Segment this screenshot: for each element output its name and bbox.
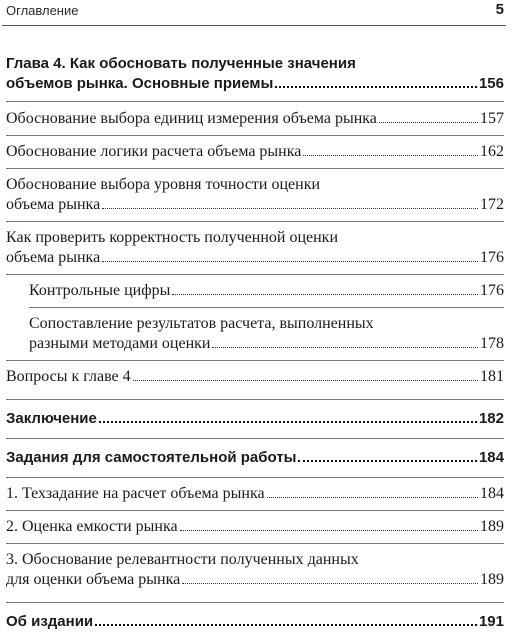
toc-entry-page: 181 [480, 368, 504, 385]
section-divider [6, 360, 504, 361]
toc-chapter-4-title-line2: объемов рынка. Основные приемы [6, 75, 274, 92]
toc-about-title: Об издании [6, 613, 94, 630]
toc-conclusion[interactable] [6, 409, 504, 429]
toc-entry-title: Вопросы к главе 4 [6, 368, 131, 385]
running-header-title: Оглавление [6, 3, 79, 18]
toc-entry-page: 157 [480, 110, 504, 127]
toc-tasks[interactable] [6, 448, 504, 468]
toc-subentry-control-figures[interactable] [6, 281, 504, 301]
section-divider [6, 543, 504, 544]
toc-tasks-page: 184 [478, 449, 504, 466]
toc-entry-page: 176 [480, 282, 504, 299]
toc-task-2[interactable] [6, 517, 504, 537]
toc-entry-page: 189 [480, 518, 504, 535]
toc-entry-title-line2: разными методами оценки [29, 335, 211, 352]
section-divider [29, 307, 504, 308]
toc-entry-title: Обоснование выбора единиц измерения объема рынка [6, 110, 377, 127]
toc-entry-correctness-check[interactable] [6, 228, 504, 268]
table-of-contents [6, 54, 504, 632]
toc-entry-page: 176 [480, 249, 504, 266]
section-divider [6, 438, 504, 439]
dot-leader [182, 583, 478, 584]
toc-entry-title-line1: Как проверить корректность полученной оценки [6, 229, 339, 246]
section-divider [6, 168, 504, 169]
toc-entry-page: 162 [480, 143, 504, 160]
running-header [2, 0, 506, 26]
dot-leader [102, 261, 478, 262]
toc-entry-accuracy-level[interactable] [6, 175, 504, 215]
dot-leader [379, 122, 478, 123]
dot-leader [133, 380, 478, 381]
dot-leader [102, 208, 478, 209]
toc-conclusion-page: 182 [478, 410, 504, 427]
dot-leader [303, 155, 478, 156]
toc-about-page: 191 [478, 613, 504, 630]
toc-subentry-method-comparison[interactable] [6, 314, 504, 354]
toc-entry-title: 2. Оценка емкости рынка [6, 518, 178, 535]
toc-task-1[interactable] [6, 484, 504, 504]
toc-chapter-4-title-line1: Глава 4. Как обосновать полученные значения [6, 55, 356, 72]
toc-entry-page: 172 [480, 196, 504, 213]
section-divider [6, 274, 504, 275]
toc-entry-title-line1: 3. Обоснование релевантности полученных данных [6, 551, 359, 568]
dot-leader [212, 347, 478, 348]
dot-leader [275, 86, 477, 88]
toc-entry-title-line1: Обоснование выбора уровня точности оценки [6, 176, 321, 193]
toc-entry-title: Контрольные цифры [29, 282, 171, 299]
section-divider [6, 135, 504, 136]
toc-entry-page: 189 [480, 571, 504, 588]
toc-entry-units-justification[interactable] [6, 109, 504, 129]
section-divider [6, 221, 504, 222]
toc-entry-title: Обоснование логики расчета объема рынка [6, 143, 302, 160]
toc-entry-title-line2: для оценки объема рынка [6, 571, 181, 588]
toc-entry-calculation-logic[interactable] [6, 142, 504, 162]
toc-about-edition[interactable] [6, 612, 504, 632]
toc-entry-chapter-4-questions[interactable] [6, 367, 504, 387]
dot-leader [99, 421, 477, 423]
dot-leader [298, 460, 476, 462]
section-divider [6, 477, 504, 478]
section-divider [6, 510, 504, 511]
dot-leader [95, 624, 477, 626]
toc-tasks-title: Задания для самостоятельной работы [6, 449, 297, 466]
toc-entry-page: 178 [480, 335, 504, 352]
toc-chapter-4[interactable] [6, 54, 504, 94]
toc-task-3[interactable] [6, 550, 504, 590]
section-divider [6, 602, 504, 603]
dot-leader [180, 530, 478, 531]
toc-chapter-4-page: 156 [478, 75, 504, 92]
toc-entry-title-line2: объема рынка [6, 249, 101, 266]
toc-conclusion-title: Заключение [6, 410, 97, 427]
header-rule [2, 25, 506, 26]
running-header-page-number: 5 [495, 1, 504, 18]
section-divider [6, 101, 504, 102]
toc-entry-title-line1: Сопоставление результатов расчета, выполненных [29, 315, 374, 332]
toc-entry-page: 184 [480, 485, 504, 502]
toc-entry-title-line2: объема рынка [6, 196, 101, 213]
section-divider [6, 399, 504, 400]
dot-leader [172, 294, 478, 295]
dot-leader [267, 497, 478, 498]
toc-entry-title: 1. Техзадание на расчет объема рынка [6, 485, 265, 502]
